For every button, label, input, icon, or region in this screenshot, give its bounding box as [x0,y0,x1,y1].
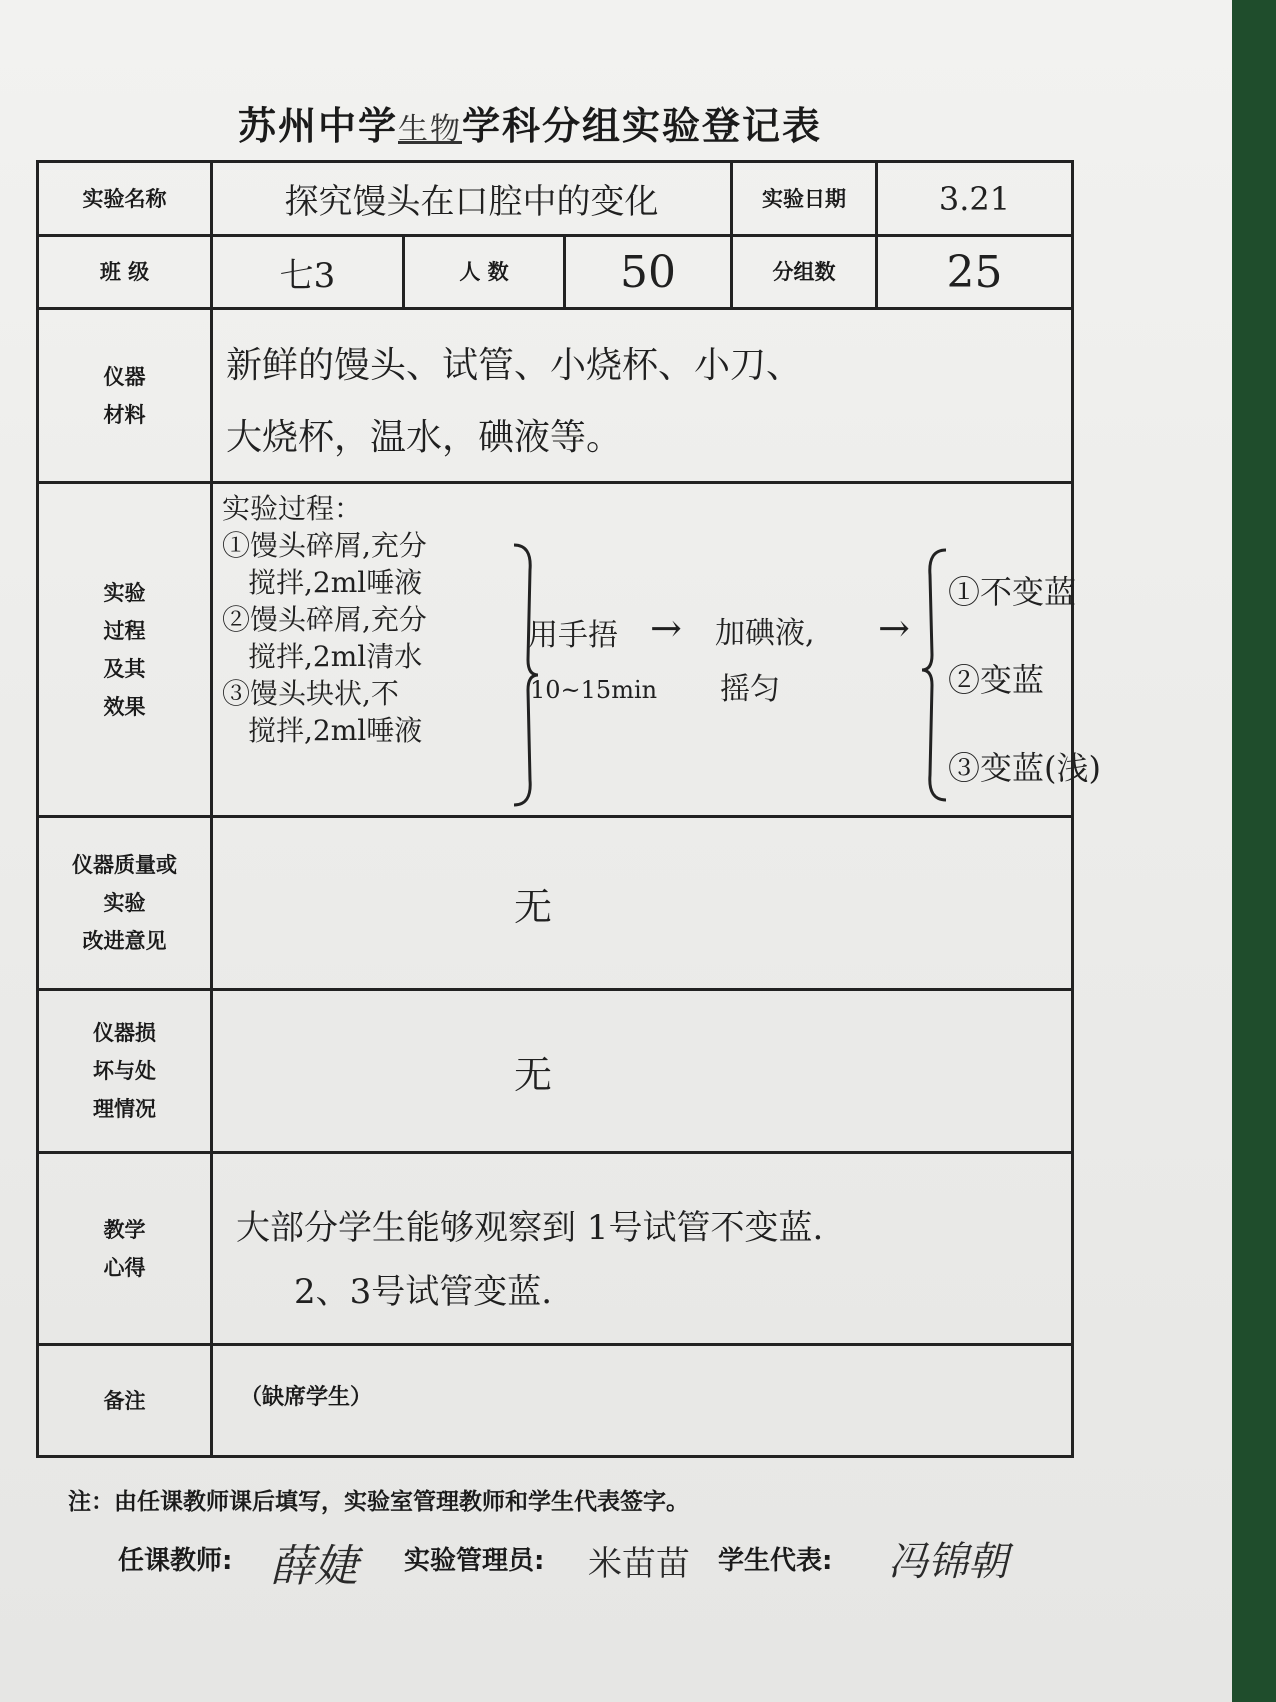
process-step: ③馒头块状,不 [222,677,399,710]
damage-label-line: 坏与处 [93,1059,156,1083]
student-count-value: 50 [620,246,676,298]
student-rep-signature: 冯锦朝 [888,1539,1008,1585]
materials-line1: 新鲜的馒头、试管、小烧杯、小刀、 [226,345,803,386]
materials-label-line2: 材料 [103,402,146,427]
quality-label [39,818,210,988]
remarks-value: （缺席学生） [240,1385,373,1410]
admin-label: 实验管理员: [404,1546,545,1576]
experiment-name-label: 实验名称 [82,186,167,211]
reflection-line2: 2、3号试管变蓝. [294,1272,553,1312]
quality-label-line: 改进意见 [82,929,167,953]
reflection-label [39,1154,210,1343]
title-subject: 生物 [398,112,462,147]
process-steps [222,490,522,749]
process-label-line: 及其 [103,656,146,681]
arrow-icon: → [878,606,910,650]
form-title [0,95,1060,150]
process-step: 搅拌,2ml清水 [248,640,423,673]
left-brace-icon [920,545,950,805]
teacher-label: 任课教师: [118,1546,233,1576]
damage-label-line: 仪器损 [93,1021,156,1045]
label-column-divider [210,160,213,1458]
damage-label-line: 理情况 [93,1097,156,1121]
arrow-icon: → [650,606,682,650]
result-item: ①不变蓝 [948,573,1077,611]
process-label [39,484,210,815]
damage-value: 无 [513,1052,552,1097]
class-label: 班 级 [99,260,150,284]
process-label-line: 实验 [103,580,146,605]
hold-by-hand: 用手捂 [528,618,618,653]
title-suffix: 学科分组实验登记表 [462,104,823,148]
teacher-signature: 薛婕 [270,1541,358,1592]
quality-value: 无 [513,884,552,929]
experiment-name-value: 探究馒头在口腔中的变化 [284,182,659,222]
add-iodine: 加碘液, [715,616,815,651]
reflection-line1: 大部分学生能够观察到 1号试管不变蓝. [236,1208,824,1248]
materials-value [226,330,1066,474]
reflection-label-line: 教学 [103,1217,146,1242]
remarks-label: 备注 [103,1388,146,1413]
student-rep-label: 学生代表: [718,1546,833,1576]
result-item: ②变蓝 [948,661,1045,699]
shake-well: 摇匀 [720,672,780,707]
reflection-value [236,1196,1056,1324]
materials-line2: 大烧杯，温水，碘液等。 [226,417,623,458]
process-label-line: 效果 [103,694,146,719]
process-step: ①馒头碎屑,充分 [222,529,427,562]
materials-label-line1: 仪器 [103,364,146,389]
group-count-label: 分组数 [772,260,836,284]
quality-label-line: 实验 [103,891,146,915]
process-step: ②馒头碎屑,充分 [222,603,427,636]
reflection-label-line: 心得 [103,1255,146,1280]
experiment-date-value: 3.21 [938,179,1011,218]
process-heading: 实验过程： [222,492,363,525]
group-count-value: 25 [946,246,1003,298]
process-step: 搅拌,2ml唾液 [248,566,423,599]
student-count-label: 人 数 [459,260,509,284]
results-list [948,548,1101,812]
footer-note: 注：由任课教师课后填写，实验室管理教师和学生代表签字。 [68,1489,689,1515]
process-step: 搅拌,2ml唾液 [248,714,423,747]
damage-label [39,991,210,1151]
right-brace-icon [510,540,540,810]
materials-label [39,310,210,481]
admin-signature: 米苗苗 [588,1544,690,1584]
hold-duration: 10~15min [530,676,658,704]
quality-label-line: 仪器质量或 [72,853,177,877]
title-prefix: 苏州中学 [237,104,398,148]
class-value: 七3 [279,255,336,296]
process-label-line: 过程 [103,618,146,643]
result-item: ③变蓝(浅) [948,749,1101,787]
experiment-date-label: 实验日期 [762,186,846,211]
